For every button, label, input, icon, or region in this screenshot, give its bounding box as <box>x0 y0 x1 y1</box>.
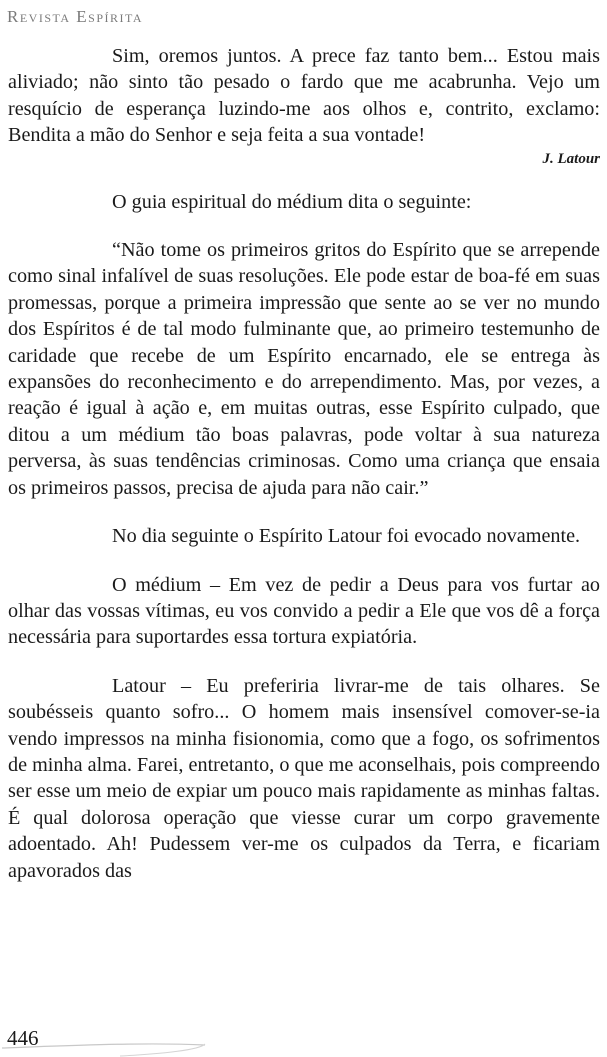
paragraph-latour: Latour – Eu preferiria livrar-me de tais olhares. Se soubésseis quanto sofro... O homem mais insensível comover-se-ia vendo impressos na minha fisionomia, como que a fogo, os sofrimentos de minha alma. Farei, entretanto, o que me aconselhais, pois compreendo ser esse um meio de expiar um pouco mais rapidamente as minhas faltas. É qual dolorosa operação que viesse curar um corpo gravemente adoentado. Ah! Pudessem ver-me os culpados da Terra, e ficariam apavorados das <box>8 674 600 882</box>
paragraph-guide-intro: O guia espiritual do médium dita o seguinte: <box>112 190 472 213</box>
paragraph-prayer: Sim, oremos juntos. A prece faz tanto bem... Estou mais aliviado; não sinto tão pesado o fardo que me acabrunha. Vejo um resquício de esperança luzindo-me aos olhos e, contrito, exclamo: Bendita a mão do Senhor e seja feita a sua vontade! <box>8 45 600 147</box>
running-header: Revista Espírita <box>7 7 144 26</box>
paragraph-next-day: No dia seguinte o Espírito Latour foi evocado novamente. <box>112 525 581 548</box>
page-footer <box>0 1022 607 1057</box>
footer-ornament <box>0 1022 607 1057</box>
paragraph-medium: O médium – Em vez de pedir a Deus para vos furtar ao olhar das vossas vítimas, eu vos convido a pedir a Ele que vos dê a força necessária para suportardes essa tortura expiatória. <box>8 573 600 649</box>
paragraph-guide-message: “Não tome os primeiros gritos do Espírito que se arrepende como sinal infalível de suas resoluções. Ele pode estar de boa-fé em suas promessas, porque a primeira impressão que sente ao se ver no mundo dos Espíritos é de tal modo fulminante que, ao primeiro testemunho de caridade que recebe de um Espírito encarnado, ele se entrega às expansões do reconhecimento e do arrependimento. Mas, por vezes, a reação é igual à ação e, em muitas outras, esse Espírito culpado, que ditou a um médium tão boas palavras, pode voltar à sua natureza perversa, às suas tendências criminosas. Como uma criança que ensaia os primeiros passos, precisa de ajuda para não cair.” <box>8 239 600 499</box>
page-body <box>8 43 600 884</box>
page-number: 446 <box>7 1026 39 1050</box>
signature: J. Latour <box>542 150 600 167</box>
